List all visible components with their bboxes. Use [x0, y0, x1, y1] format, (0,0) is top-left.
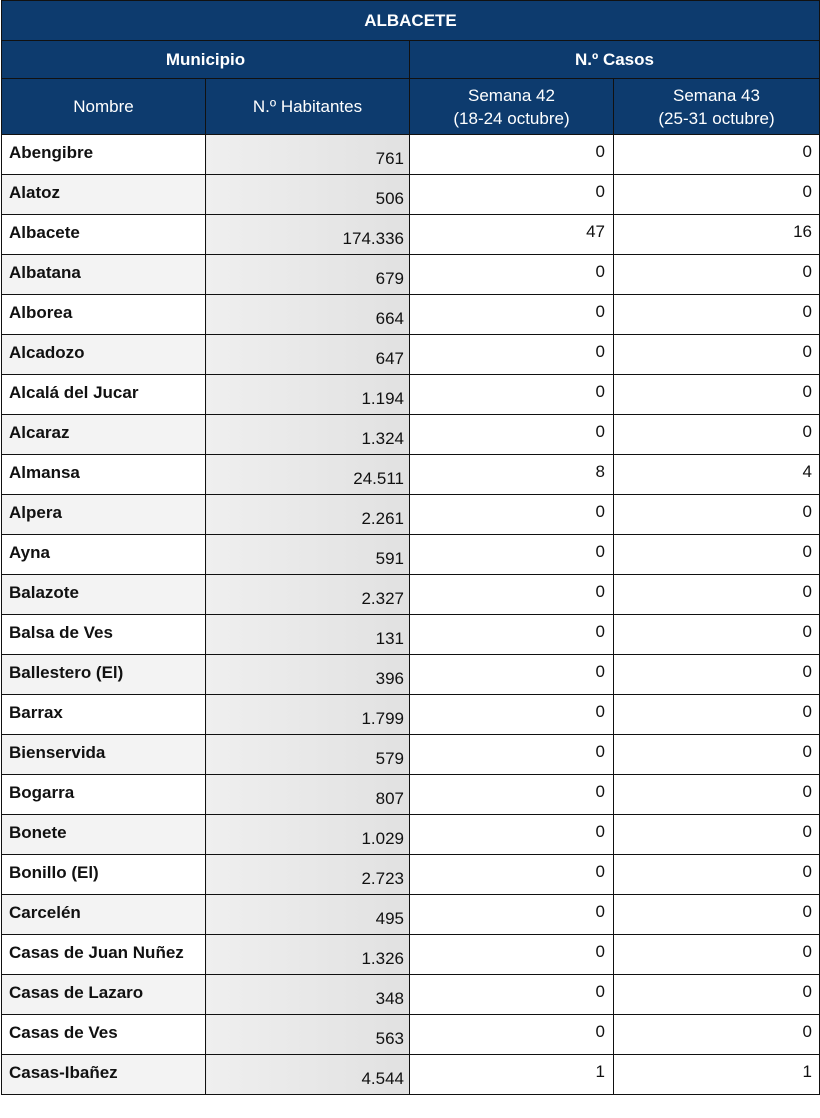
municipality-cases-table [1, 0, 820, 1095]
week-43-cases-cell: 0 [614, 935, 820, 975]
municipality-name-cell: Casas de Ves [2, 1015, 206, 1055]
week-42-cases-cell: 0 [410, 375, 614, 415]
week-43-cases-cell: 0 [614, 175, 820, 215]
week-42-cases-cell: 0 [410, 1015, 614, 1055]
week-43-cases-cell: 0 [614, 1015, 820, 1055]
week-42-cases-cell: 0 [410, 255, 614, 295]
table-row [2, 375, 820, 415]
population-cell: 679 [206, 255, 410, 295]
municipality-name-cell: Alcaraz [2, 415, 206, 455]
table-row [2, 735, 820, 775]
week-43-cases-cell: 0 [614, 735, 820, 775]
table-row [2, 1055, 820, 1095]
population-cell: 24.511 [206, 455, 410, 495]
week-43-cases-cell: 0 [614, 575, 820, 615]
week-43-cases-cell: 1 [614, 1055, 820, 1095]
semana-43-dates: (25-31 octubre) [658, 108, 775, 128]
table-row [2, 1015, 820, 1055]
week-42-cases-cell: 0 [410, 695, 614, 735]
week-42-cases-cell: 0 [410, 575, 614, 615]
semana-43-label: Semana 43 [673, 85, 760, 105]
population-cell: 1.194 [206, 375, 410, 415]
week-42-cases-cell: 0 [410, 855, 614, 895]
week-42-cases-cell: 0 [410, 815, 614, 855]
municipality-name-cell: Bonete [2, 815, 206, 855]
population-cell: 807 [206, 775, 410, 815]
population-cell: 1.029 [206, 815, 410, 855]
table-row [2, 615, 820, 655]
population-cell: 647 [206, 335, 410, 375]
week-43-cases-cell: 0 [614, 135, 820, 175]
population-cell: 506 [206, 175, 410, 215]
week-42-cases-cell: 0 [410, 615, 614, 655]
table-row [2, 975, 820, 1015]
week-43-cases-cell: 0 [614, 255, 820, 295]
municipality-name-cell: Abengibre [2, 135, 206, 175]
population-cell: 495 [206, 895, 410, 935]
week-42-cases-cell: 0 [410, 175, 614, 215]
municipality-name-cell: Alpera [2, 495, 206, 535]
table-row [2, 775, 820, 815]
population-cell: 563 [206, 1015, 410, 1055]
week-43-cases-cell: 0 [614, 975, 820, 1015]
table-row [2, 695, 820, 735]
population-cell: 174.336 [206, 215, 410, 255]
population-cell: 579 [206, 735, 410, 775]
group-header-municipio: Municipio [2, 41, 410, 79]
week-42-cases-cell: 8 [410, 455, 614, 495]
column-header-habitantes: N.º Habitantes [206, 79, 410, 135]
week-42-cases-cell: 0 [410, 135, 614, 175]
population-cell: 2.261 [206, 495, 410, 535]
week-42-cases-cell: 0 [410, 895, 614, 935]
week-43-cases-cell: 0 [614, 375, 820, 415]
week-43-cases-cell: 0 [614, 295, 820, 335]
week-42-cases-cell: 0 [410, 535, 614, 575]
semana-42-label: Semana 42 [468, 85, 555, 105]
week-43-cases-cell: 0 [614, 335, 820, 375]
municipality-name-cell: Alcalá del Jucar [2, 375, 206, 415]
table-row [2, 535, 820, 575]
municipality-name-cell: Alborea [2, 295, 206, 335]
table-row [2, 295, 820, 335]
population-cell: 4.544 [206, 1055, 410, 1095]
week-43-cases-cell: 0 [614, 535, 820, 575]
population-cell: 664 [206, 295, 410, 335]
municipality-name-cell: Balazote [2, 575, 206, 615]
municipality-name-cell: Alatoz [2, 175, 206, 215]
week-43-cases-cell: 0 [614, 855, 820, 895]
population-cell: 1.799 [206, 695, 410, 735]
population-cell: 131 [206, 615, 410, 655]
week-43-cases-cell: 0 [614, 495, 820, 535]
week-43-cases-cell: 0 [614, 775, 820, 815]
municipality-name-cell: Almansa [2, 455, 206, 495]
municipality-name-cell: Carcelén [2, 895, 206, 935]
table-row [2, 495, 820, 535]
population-cell: 1.326 [206, 935, 410, 975]
week-43-cases-cell: 0 [614, 895, 820, 935]
table-row [2, 215, 820, 255]
week-42-cases-cell: 47 [410, 215, 614, 255]
column-header-semana-43 [614, 79, 820, 135]
table-body [2, 135, 820, 1095]
municipality-name-cell: Barrax [2, 695, 206, 735]
week-42-cases-cell: 0 [410, 335, 614, 375]
week-43-cases-cell: 4 [614, 455, 820, 495]
table-row [2, 455, 820, 495]
week-42-cases-cell: 0 [410, 655, 614, 695]
week-42-cases-cell: 0 [410, 295, 614, 335]
column-header-nombre: Nombre [2, 79, 206, 135]
week-43-cases-cell: 0 [614, 655, 820, 695]
table-row [2, 415, 820, 455]
municipality-name-cell: Ballestero (El) [2, 655, 206, 695]
group-header-casos: N.º Casos [410, 41, 820, 79]
week-43-cases-cell: 0 [614, 415, 820, 455]
semana-42-dates: (18-24 octubre) [453, 108, 570, 128]
table-row [2, 135, 820, 175]
municipality-name-cell: Balsa de Ves [2, 615, 206, 655]
table-row [2, 815, 820, 855]
table-row [2, 655, 820, 695]
population-cell: 591 [206, 535, 410, 575]
week-43-cases-cell: 16 [614, 215, 820, 255]
week-42-cases-cell: 0 [410, 935, 614, 975]
table-row [2, 855, 820, 895]
population-cell: 2.327 [206, 575, 410, 615]
population-cell: 2.723 [206, 855, 410, 895]
week-42-cases-cell: 0 [410, 775, 614, 815]
municipality-name-cell: Casas de Juan Nuñez [2, 935, 206, 975]
municipality-name-cell: Albatana [2, 255, 206, 295]
week-43-cases-cell: 0 [614, 695, 820, 735]
table-row [2, 255, 820, 295]
week-42-cases-cell: 0 [410, 415, 614, 455]
municipality-name-cell: Casas de Lazaro [2, 975, 206, 1015]
municipality-name-cell: Bonillo (El) [2, 855, 206, 895]
municipality-name-cell: Casas-Ibañez [2, 1055, 206, 1095]
population-cell: 1.324 [206, 415, 410, 455]
week-42-cases-cell: 0 [410, 975, 614, 1015]
column-header-semana-42 [410, 79, 614, 135]
population-cell: 761 [206, 135, 410, 175]
week-42-cases-cell: 0 [410, 735, 614, 775]
table-row [2, 175, 820, 215]
week-43-cases-cell: 0 [614, 815, 820, 855]
table-row [2, 335, 820, 375]
municipality-name-cell: Ayna [2, 535, 206, 575]
week-42-cases-cell: 0 [410, 495, 614, 535]
population-cell: 348 [206, 975, 410, 1015]
week-43-cases-cell: 0 [614, 615, 820, 655]
table-row [2, 935, 820, 975]
table-row [2, 575, 820, 615]
municipality-name-cell: Bienservida [2, 735, 206, 775]
table-row [2, 895, 820, 935]
table-title: ALBACETE [2, 1, 820, 41]
week-42-cases-cell: 1 [410, 1055, 614, 1095]
municipality-name-cell: Alcadozo [2, 335, 206, 375]
municipality-name-cell: Bogarra [2, 775, 206, 815]
population-cell: 396 [206, 655, 410, 695]
municipality-name-cell: Albacete [2, 215, 206, 255]
